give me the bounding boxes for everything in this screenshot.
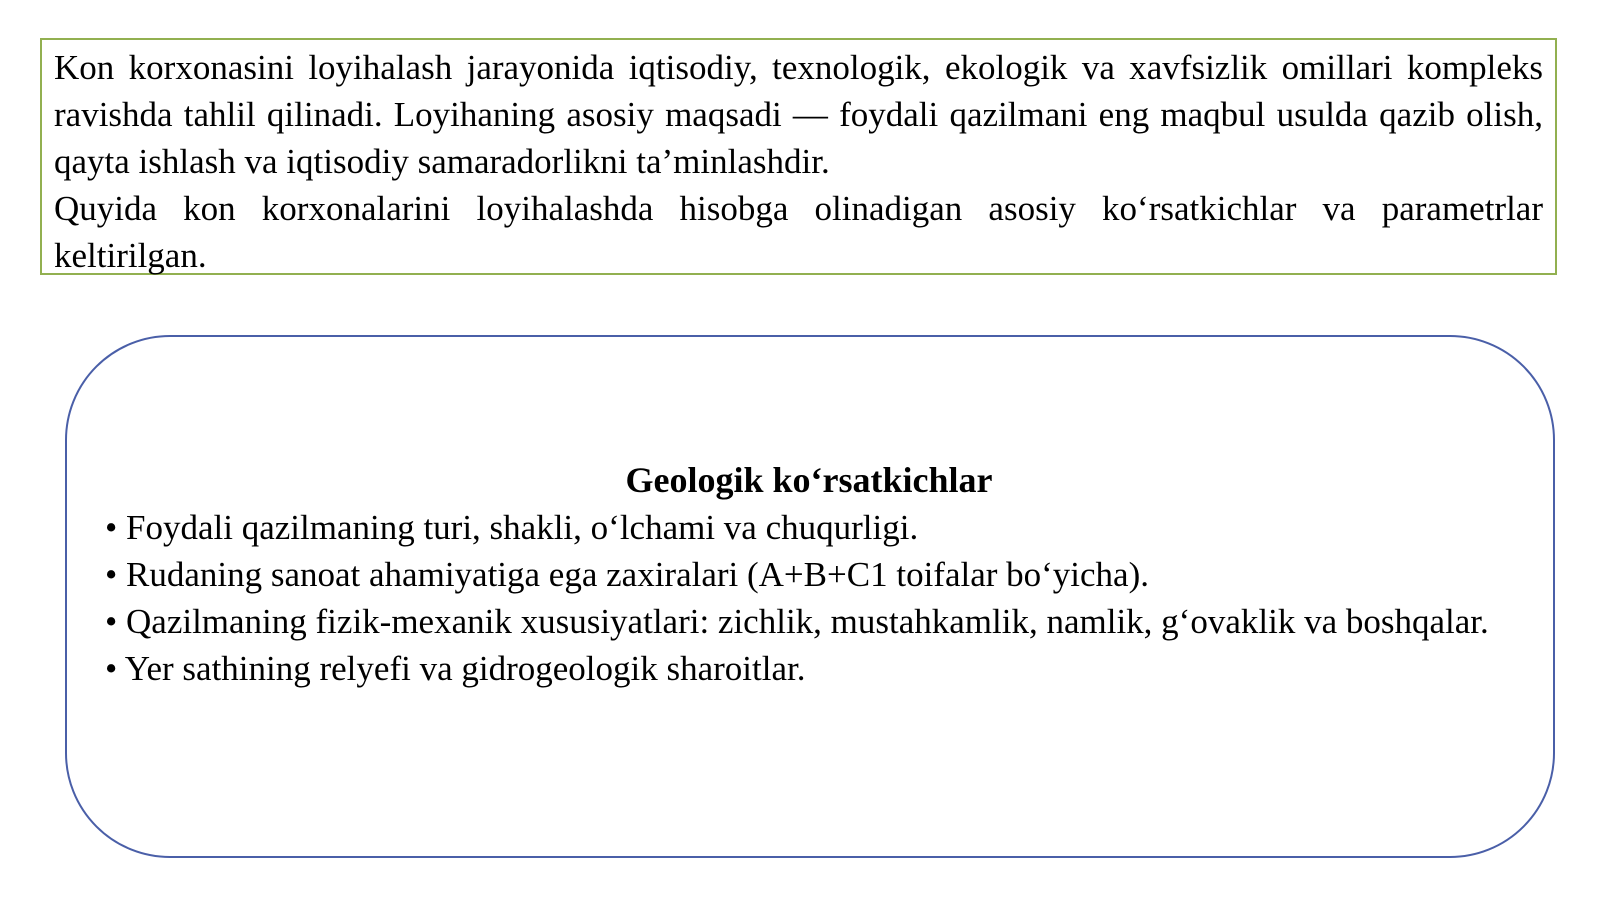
intro-paragraph-1: Kon korxonasini loyihalash jarayonida iqtisodiy, texnologik, ekologik va xavfsizlik omillari kompleks ravishda tahlil qilinadi. Loyihaning asosiy maqsadi — foydali qazilmani eng maqbul usulda qazib olish, qayta ishlash va iqtisodiy samaradorlikni ta’minlashdir.	[54, 48, 1543, 181]
intro-paragraph-2: Quyida kon korxonalarini loyihalashda hisobga olinadigan asosiy ko‘rsatkichlar va parametrlar keltirilgan.	[54, 189, 1543, 275]
panel-title: Geologik ko‘rsatkichlar	[625, 460, 993, 500]
intro-text-box	[40, 38, 1557, 275]
indicator-list	[105, 504, 1513, 692]
list-item: • Foydali qazilmaning turi, shakli, o‘lchami va chuqurligi.	[105, 508, 919, 547]
geology-panel	[65, 335, 1555, 858]
list-item: • Rudaning sanoat ahamiyatiga ega zaxiralari (A+B+C1 toifalar bo‘yicha).	[105, 555, 1150, 594]
list-item: • Yer sathining relyefi va gidrogeologik sharoitlar.	[105, 649, 806, 688]
list-item: • Qazilmaning fizik-mexanik xususiyatlari: zichlik, mustahkamlik, namlik, g‘ovaklik va boshqalar.	[105, 602, 1489, 641]
